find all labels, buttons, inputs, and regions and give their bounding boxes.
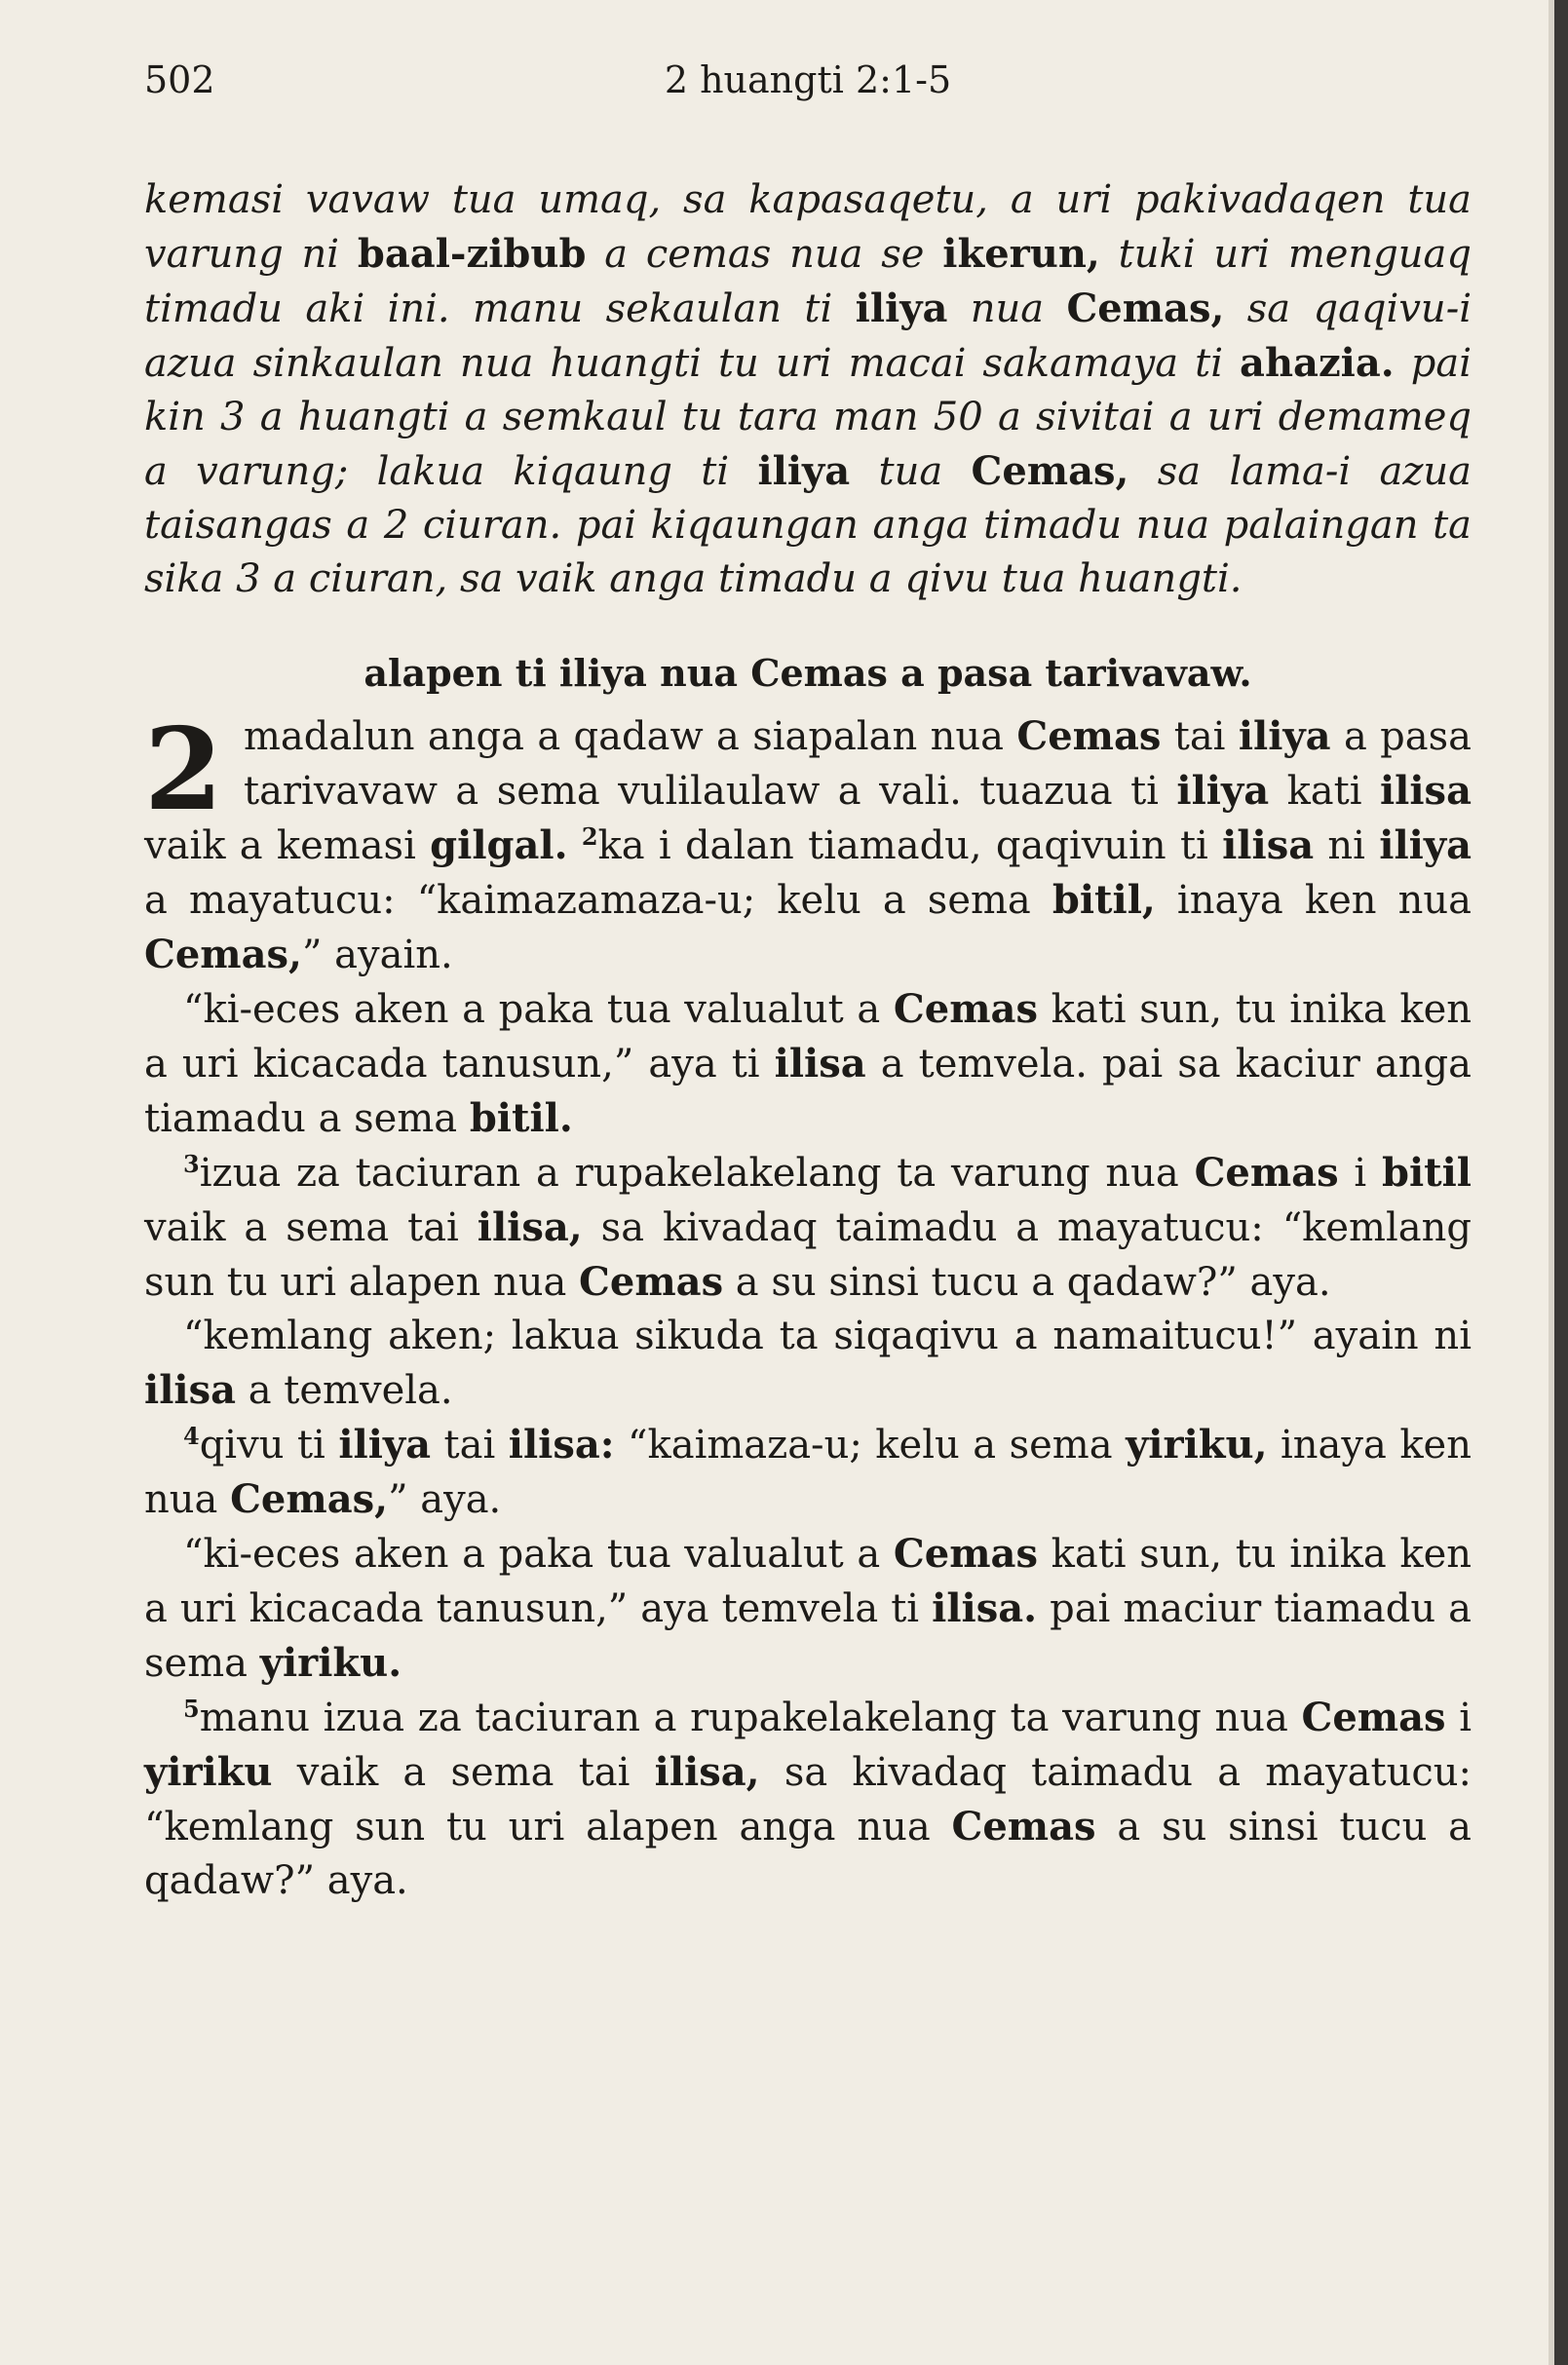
verse-number: 3	[183, 1150, 200, 1178]
text-run: tuki uri menguaq timadu aki ini. manu sekaulan ti	[144, 232, 1472, 331]
proper-name: iliya	[855, 286, 948, 331]
proper-name: Cemas,	[144, 932, 302, 977]
proper-name: ilisa	[144, 1367, 237, 1413]
scripture-text	[144, 704, 1472, 1908]
proper-name: Cemas	[579, 1259, 724, 1305]
text-run: tai	[1161, 714, 1239, 759]
text-run: kati sun, tu inika ken a uri kicacada tanusun,” aya ti	[144, 987, 1472, 1087]
proper-name: Cemas	[951, 1804, 1096, 1850]
text-run: inaya ken nua	[144, 1423, 1472, 1522]
text-run: kemasi vavaw tua umaq, sa kapasaqetu, a uri pakivadaqen tua varung ni	[144, 177, 1472, 277]
text-run: tai	[431, 1423, 509, 1468]
proper-name: Cemas	[1194, 1150, 1339, 1196]
paragraph	[144, 982, 1472, 1146]
proper-name: yiriku.	[259, 1640, 402, 1686]
paragraph	[144, 1418, 1472, 1527]
verse-number: 2	[581, 822, 598, 851]
section-heading: alapen ti iliya nua Cemas a pasa tarivavaw.	[363, 651, 1252, 695]
text-run: nua	[947, 286, 1067, 331]
chapter-number: 2	[144, 704, 223, 836]
proper-name: iliya	[1238, 713, 1331, 759]
proper-name: Cemas	[1301, 1695, 1446, 1740]
proper-name: Cemas,	[1066, 286, 1225, 331]
proper-name: ilisa	[1222, 822, 1315, 868]
proper-name: iliya	[757, 448, 851, 494]
page-header	[144, 58, 1472, 127]
proper-name: ilisa,	[654, 1749, 760, 1795]
text-run: a cemas nua se	[586, 232, 943, 277]
verse-number: 5	[183, 1695, 200, 1723]
proper-name: gilgal.	[430, 822, 568, 868]
text-run: a temvela.	[236, 1368, 453, 1413]
proper-name: Cemas	[893, 1531, 1038, 1577]
proper-name: yiriku	[144, 1749, 273, 1795]
text-run: “ki-eces aken a paka tua valualut a	[183, 1532, 894, 1577]
proper-name: Cemas,	[230, 1476, 389, 1522]
page-number: 502	[144, 58, 215, 101]
text-run: sa qaqivu-i azua sinkaulan nua huangti tu uri macai sakamaya ti	[144, 286, 1472, 386]
proper-name: Cemas	[1016, 713, 1162, 759]
text-run: vaik a sema tai	[272, 1750, 655, 1795]
proper-name: bitil.	[469, 1095, 573, 1141]
text-run: ka i dalan tiamadu, qaqivuin ti	[597, 823, 1223, 868]
text-run: pai kin 3 a huangti a semkaul tu tara man 50 a sivitai a uri demameq a varung; lakua kiqaung ti	[144, 341, 1472, 494]
proper-name: Cemas,	[971, 448, 1129, 494]
text-run: i	[1445, 1696, 1472, 1740]
text-run: vaik a sema tai	[144, 1205, 478, 1250]
book-page	[144, 58, 1472, 1908]
text-run: manu izua za taciuran a rupakelakelang ta varung nua	[199, 1696, 1302, 1740]
paragraph	[144, 1691, 1472, 1908]
proper-name: bitil	[1381, 1150, 1472, 1196]
proper-name: ilisa	[774, 1041, 866, 1087]
book-spine-edge	[1554, 0, 1568, 2365]
text-run: a temvela. pai sa kaciur anga tiamadu a sema	[144, 1042, 1472, 1141]
proper-name: ilisa:	[508, 1422, 615, 1468]
paragraph	[144, 1146, 1472, 1310]
text-run: izua za taciuran a rupakelakelang ta varung nua	[199, 1151, 1195, 1196]
text-run: ” aya.	[388, 1477, 502, 1522]
verse-number: 4	[183, 1422, 200, 1450]
chapter-introduction	[144, 173, 1472, 606]
text-run: qivu ti	[199, 1423, 339, 1468]
paragraph	[144, 1310, 1472, 1418]
text-run: “kaimaza-u; kelu a sema	[614, 1423, 1127, 1468]
proper-name: ahazia.	[1240, 340, 1395, 386]
text-run: a pasa tarivavaw a sema vulilaulaw a vali. tuazua ti	[244, 714, 1472, 814]
text-run: “kemlang aken; lakua sikuda ta siqaqivu a namaitucu!” ayain ni	[183, 1314, 1472, 1358]
proper-name: ilisa	[1379, 768, 1472, 814]
text-run: sa lama-i azua taisangas a 2 ciuran. pai kiqaungan anga timadu nua palaingan ta sika 3 a ciuran, sa vaik anga timadu a qivu tua huangti.	[144, 449, 1472, 601]
proper-name: yiriku,	[1126, 1422, 1268, 1468]
text-run: a su sinsi tucu a qadaw?” aya.	[723, 1260, 1331, 1305]
proper-name: iliya	[1176, 768, 1270, 814]
text-run: madalun anga a qadaw a siapalan nua	[244, 714, 1017, 759]
proper-name: ikerun,	[942, 231, 1100, 277]
text-run: sa kivadaq taimadu a mayatucu: “kemlang sun tu uri alapen nua	[144, 1205, 1472, 1305]
proper-name: Cemas	[893, 986, 1038, 1032]
text-run: tua	[850, 449, 972, 494]
text-run: a mayatucu: “kaimazamaza-u; kelu a sema	[144, 878, 1052, 923]
text-run: kati	[1269, 769, 1380, 814]
text-run: kati sun, tu inika ken a uri kicacada tanusun,” aya temvela ti	[144, 1532, 1472, 1631]
chapter-opening-paragraph	[144, 704, 1472, 982]
proper-name: ilisa,	[477, 1204, 583, 1250]
proper-name: ilisa.	[932, 1585, 1038, 1631]
text-run	[568, 823, 582, 868]
proper-name: bitil,	[1052, 877, 1156, 923]
text-run: pai maciur tiamadu a sema	[144, 1586, 1472, 1686]
proper-name: baal-zibub	[357, 231, 587, 277]
text-run: inaya ken nua	[1155, 878, 1472, 923]
text-run: “ki-eces aken a paka tua valualut a	[183, 987, 894, 1032]
running-head: 2 huangti 2:1-5	[664, 58, 952, 101]
text-run: i	[1338, 1151, 1382, 1196]
text-run: ni	[1314, 823, 1380, 868]
text-run: vaik a kemasi	[144, 823, 431, 868]
text-run: sa kivadaq taimadu a mayatucu: “kemlang sun tu uri alapen anga nua	[144, 1750, 1472, 1850]
text-run: ” ayain.	[301, 933, 453, 977]
text-run: a su sinsi tucu a qadaw?” aya.	[144, 1805, 1472, 1903]
proper-name: iliya	[1379, 822, 1472, 868]
proper-name: iliya	[338, 1422, 432, 1468]
paragraph	[144, 1527, 1472, 1691]
